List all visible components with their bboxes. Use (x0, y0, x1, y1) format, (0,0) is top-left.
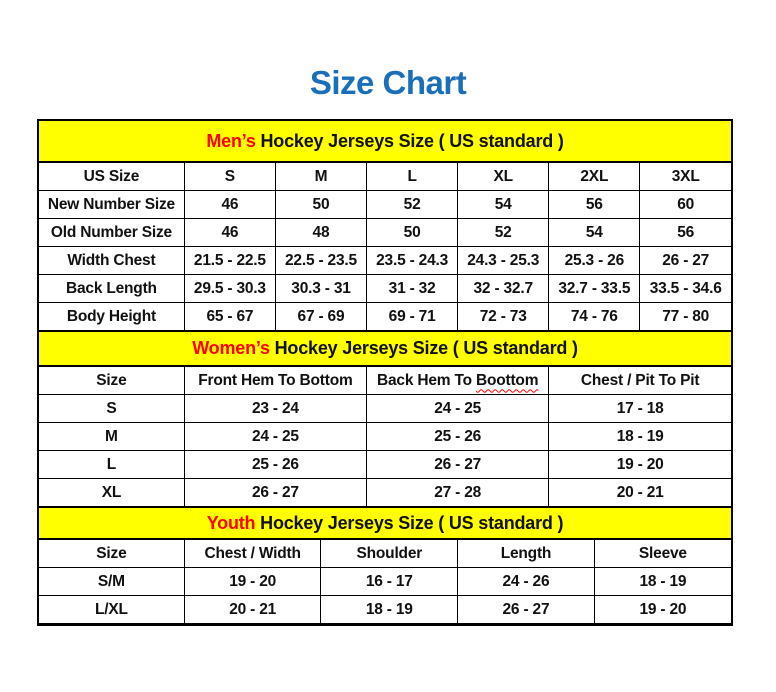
mens-section-banner (39, 121, 731, 162)
mens-banner-highlight: Men’s (206, 131, 256, 151)
column-header: Chest / Pit To Pit (549, 367, 731, 395)
size-cell: 31 - 32 (367, 275, 458, 303)
column-header (367, 367, 549, 395)
column-header: XL (458, 163, 549, 191)
size-cell: 26 - 27 (458, 596, 595, 624)
size-cell: 65 - 67 (184, 303, 275, 331)
row-label: S/M (39, 568, 184, 596)
size-cell: 26 - 27 (367, 451, 549, 479)
size-cell: 26 - 27 (184, 479, 366, 507)
size-cell: 54 (549, 219, 640, 247)
column-header: L (367, 163, 458, 191)
misspelled-word: Boottom (475, 371, 539, 389)
size-cell: 46 (184, 219, 275, 247)
table-row (39, 247, 731, 275)
size-cell: 56 (549, 191, 640, 219)
womens-section-banner (39, 331, 731, 366)
size-cell: 46 (184, 191, 275, 219)
youth-section-banner (39, 507, 731, 539)
size-cell: 18 - 19 (594, 568, 731, 596)
womens-header-row (39, 367, 731, 395)
column-header: Front Hem To Bottom (184, 367, 366, 395)
size-cell: 25 - 26 (367, 423, 549, 451)
womens-banner-highlight: Women’s (192, 338, 270, 358)
size-cell: 18 - 19 (549, 423, 731, 451)
size-cell: 20 - 21 (184, 596, 321, 624)
table-row (39, 479, 731, 507)
table-row (39, 423, 731, 451)
table-row (39, 596, 731, 624)
size-cell: 23 - 24 (184, 395, 366, 423)
table-row (39, 219, 731, 247)
table-row (39, 275, 731, 303)
size-cell: 21.5 - 22.5 (184, 247, 275, 275)
row-label: M (39, 423, 184, 451)
size-cell: 19 - 20 (549, 451, 731, 479)
youth-banner-highlight: Youth (206, 513, 256, 533)
size-cell: 54 (458, 191, 549, 219)
size-cell: 25 - 26 (184, 451, 366, 479)
size-cell: 67 - 69 (275, 303, 366, 331)
youth-banner-text: Hockey Jerseys Size ( US standard ) (255, 513, 564, 533)
womens-banner-text: Hockey Jerseys Size ( US standard ) (269, 338, 578, 358)
column-header-text: Back Hem To (377, 371, 476, 389)
size-cell: 24 - 25 (184, 423, 366, 451)
mens-header-row (39, 163, 731, 191)
youth-header-row (39, 540, 731, 568)
table-row (39, 303, 731, 331)
row-label: Back Length (39, 275, 184, 303)
row-label: S (39, 395, 184, 423)
womens-size-table (39, 366, 731, 507)
size-cell: 32.7 - 33.5 (549, 275, 640, 303)
mens-size-table (39, 162, 731, 331)
size-cell: 30.3 - 31 (275, 275, 366, 303)
column-header: Shoulder (321, 540, 458, 568)
size-cell: 23.5 - 24.3 (367, 247, 458, 275)
size-cell: 33.5 - 34.6 (640, 275, 731, 303)
column-header: M (275, 163, 366, 191)
size-cell: 48 (275, 219, 366, 247)
size-cell: 72 - 73 (458, 303, 549, 331)
column-header: Size (39, 367, 184, 395)
column-header: US Size (39, 163, 184, 191)
size-chart (37, 119, 733, 626)
size-cell: 17 - 18 (549, 395, 731, 423)
size-cell: 22.5 - 23.5 (275, 247, 366, 275)
size-cell: 52 (458, 219, 549, 247)
column-header: Sleeve (594, 540, 731, 568)
size-cell: 50 (275, 191, 366, 219)
size-cell: 16 - 17 (321, 568, 458, 596)
size-cell: 74 - 76 (549, 303, 640, 331)
page-title: Size Chart (309, 64, 467, 101)
mens-banner-text: Hockey Jerseys Size ( US standard ) (255, 131, 564, 151)
size-cell: 24 - 25 (367, 395, 549, 423)
size-cell: 50 (367, 219, 458, 247)
size-cell: 52 (367, 191, 458, 219)
column-header: Size (39, 540, 184, 568)
size-cell: 25.3 - 26 (549, 247, 640, 275)
size-cell: 32 - 32.7 (458, 275, 549, 303)
size-cell: 19 - 20 (594, 596, 731, 624)
column-header: S (184, 163, 275, 191)
table-row (39, 191, 731, 219)
row-label: L/XL (39, 596, 184, 624)
size-cell: 24 - 26 (458, 568, 595, 596)
size-cell: 56 (640, 219, 731, 247)
table-row (39, 395, 731, 423)
column-header: Length (458, 540, 595, 568)
size-cell: 29.5 - 30.3 (184, 275, 275, 303)
size-cell: 20 - 21 (549, 479, 731, 507)
table-row (39, 568, 731, 596)
row-label: XL (39, 479, 184, 507)
column-header: Chest / Width (184, 540, 321, 568)
size-cell: 26 - 27 (640, 247, 731, 275)
size-cell: 27 - 28 (367, 479, 549, 507)
size-cell: 18 - 19 (321, 596, 458, 624)
table-row (39, 451, 731, 479)
row-label: Body Height (39, 303, 184, 331)
size-cell: 69 - 71 (367, 303, 458, 331)
row-label: Width Chest (39, 247, 184, 275)
row-label: New Number Size (39, 191, 184, 219)
row-label: L (39, 451, 184, 479)
column-header: 3XL (640, 163, 731, 191)
row-label: Old Number Size (39, 219, 184, 247)
column-header: 2XL (549, 163, 640, 191)
size-cell: 60 (640, 191, 731, 219)
youth-size-table (39, 539, 731, 624)
size-cell: 77 - 80 (640, 303, 731, 331)
size-cell: 19 - 20 (184, 568, 321, 596)
size-cell: 24.3 - 25.3 (458, 247, 549, 275)
